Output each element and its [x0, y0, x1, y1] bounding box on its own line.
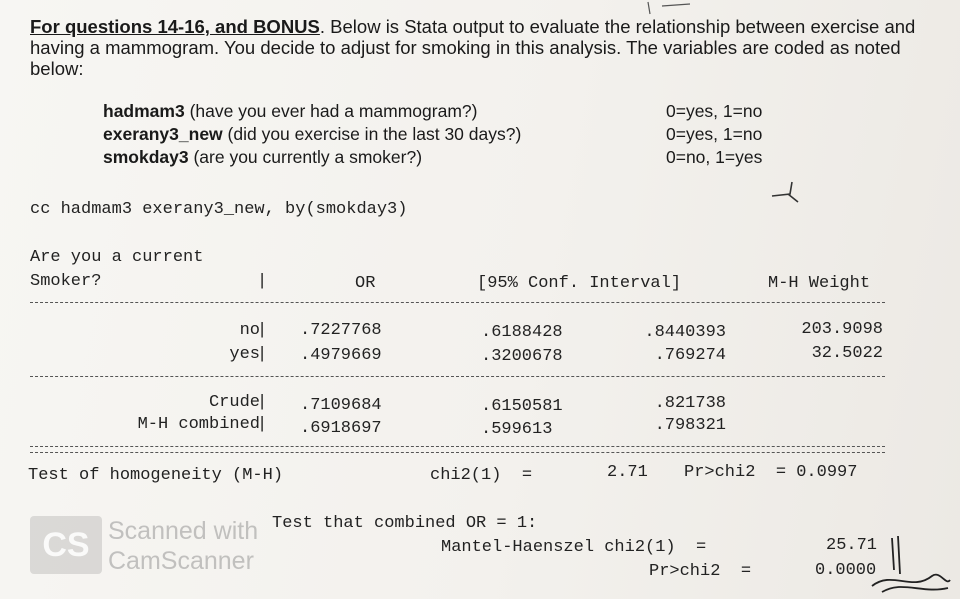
cell-or: .7227768 [300, 321, 382, 340]
column-header-ci: [95% Conf. Interval] [477, 274, 682, 293]
variable-name: smokday3 [103, 147, 189, 167]
row-label: M-H combined [137, 415, 260, 434]
variable-coding: 0=yes, 1=no [666, 124, 763, 144]
cell-ci-lower: .599613 [481, 420, 553, 439]
cell-ci-lower: .3200678 [481, 347, 563, 366]
cell-or: .7109684 [300, 396, 382, 415]
table-divider [30, 302, 885, 303]
cell-ci-upper: .769274 [654, 346, 726, 365]
cell-mh-weight: 203.9098 [801, 320, 883, 339]
table-divider [30, 452, 885, 453]
intro-paragraph [30, 16, 930, 79]
pen-scribble-icon [862, 530, 952, 596]
column-separator: | [257, 393, 268, 412]
cell-ci-lower: .6188428 [481, 323, 563, 342]
homogeneity-value: 2.71 [607, 463, 648, 482]
table-header-line1: Are you a current [30, 248, 204, 267]
homogeneity-stat: chi2(1) = [430, 466, 533, 485]
mh-chi2-value: 25.71 [826, 536, 878, 555]
cell-mh-weight: 32.5022 [811, 344, 883, 363]
variable-coding: 0=yes, 1=no [666, 101, 763, 121]
variable-desc: (did you exercise in the last 30 days?) [222, 124, 522, 144]
variable-row [103, 100, 521, 123]
column-separator: | [257, 321, 268, 340]
variable-row [103, 146, 521, 169]
variable-desc: (have you ever had a mammogram?) [184, 101, 478, 121]
variable-desc: (are you currently a smoker?) [188, 147, 423, 167]
column-separator: | [257, 345, 268, 364]
watermark-line1: Scanned with [108, 517, 259, 545]
combined-test-title: Test that combined OR = 1: [272, 514, 538, 533]
table-divider [30, 446, 885, 447]
variable-name: exerany3_new [103, 124, 223, 144]
table-divider [30, 376, 885, 377]
stata-command: cc hadmam3 exerany3_new, by(smokday3) [30, 200, 408, 219]
column-header-or: OR [355, 274, 376, 293]
cell-ci-upper: .821738 [654, 394, 726, 413]
variable-coding: 0=no, 1=yes [666, 147, 763, 167]
combined-p-label: Pr>chi2 = [649, 562, 752, 581]
pen-check-mark-icon [768, 176, 808, 206]
intro-lead: For questions 14-16, and BONUS [30, 16, 320, 37]
cell-or: .6918697 [300, 419, 382, 438]
camscanner-watermark [108, 516, 258, 576]
variable-codings [666, 100, 762, 169]
intro-body: . Below is Stata output to evaluate the relationship between exercise and having a mammogram. You decide to adjust for smoking in this analysis. The variables are coded as noted below: [30, 16, 916, 79]
homogeneity-p: Pr>chi2 = 0.0997 [684, 463, 858, 482]
combined-p-value: 0.0000 [815, 561, 877, 580]
watermark-line2: CamScanner [108, 547, 254, 575]
variable-name: hadmam3 [103, 101, 185, 121]
column-separator: | [257, 272, 268, 291]
row-label: yes [229, 345, 260, 364]
table-header-line2: Smoker? [30, 272, 102, 291]
row-label: Crude [208, 393, 260, 412]
mh-chi2-label: Mantel-Haenszel chi2(1) = [441, 538, 707, 557]
cell-or: .4979669 [300, 346, 382, 365]
column-header-mh-weight: M-H Weight [768, 274, 871, 293]
column-separator: | [257, 415, 268, 434]
cell-ci-upper: .798321 [654, 416, 726, 435]
row-label: no [239, 321, 260, 340]
pen-mark-top-icon [640, 0, 700, 18]
homogeneity-label: Test of homogeneity (M-H) [28, 466, 284, 485]
camscanner-logo: CS [30, 516, 102, 574]
variable-row [103, 123, 521, 146]
cell-ci-lower: .6150581 [481, 397, 563, 416]
variable-list [103, 100, 521, 169]
cell-ci-upper: .8440393 [644, 323, 726, 342]
